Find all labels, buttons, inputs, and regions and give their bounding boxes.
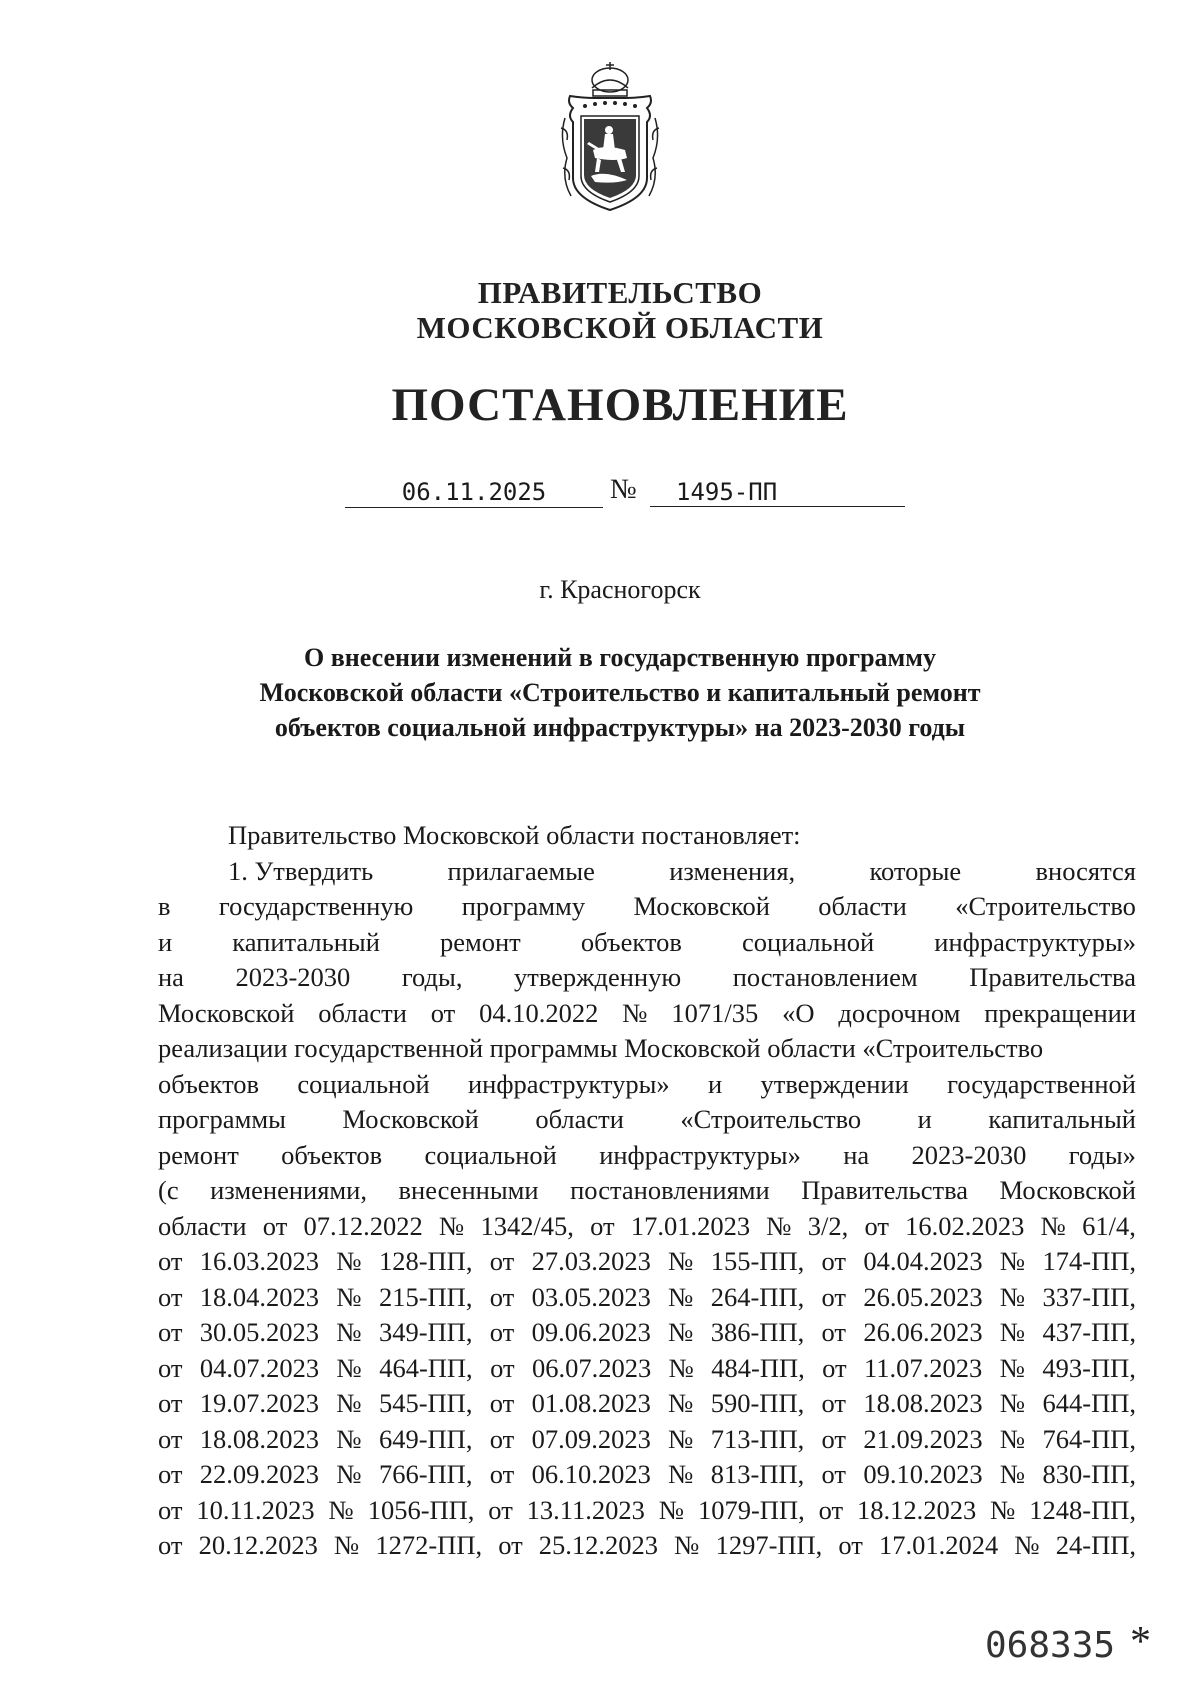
body-word: 174-ПП, — [1042, 1246, 1136, 1276]
body-word: реализации государственной программы Московской области «Строительство — [158, 1033, 1044, 1063]
body-word: от — [818, 1494, 844, 1525]
body-word: 644-ПП, — [1042, 1388, 1136, 1418]
body-word: 215-ПП, — [378, 1281, 473, 1312]
body-word: изменениями, — [210, 1175, 367, 1205]
body-word: постановлением — [732, 962, 918, 992]
body-word: № — [336, 1423, 362, 1454]
body-word: 25.12.2023 — [538, 1530, 659, 1560]
city: г. Красногорск — [539, 575, 701, 604]
body-word: ремонт — [439, 926, 521, 957]
body-word: (с — [158, 1175, 179, 1205]
body-word: от — [590, 1210, 615, 1241]
serial-number: 068335 — [985, 1625, 1116, 1666]
body-word: годы, — [401, 962, 463, 992]
body-word: 830-ПП, — [1042, 1459, 1136, 1489]
body-word: инфраструктуры» — [934, 926, 1136, 957]
body-word: 09.10.2023 — [863, 1459, 983, 1489]
body-line — [158, 1067, 1136, 1103]
body-word: 264-ПП, — [710, 1281, 805, 1312]
body-word: 713-ПП, — [710, 1423, 805, 1454]
body-word: и — [158, 926, 173, 957]
body-line — [158, 996, 1136, 1032]
body-word: 26.06.2023 — [863, 1317, 983, 1347]
body-word: от — [430, 997, 456, 1028]
body-word: 04.10.2022 — [479, 997, 599, 1028]
body-word: от — [158, 1317, 183, 1347]
body-word: объектов — [158, 1068, 260, 1099]
body-word: 813-ПП, — [710, 1459, 805, 1489]
body-line — [158, 1493, 1136, 1529]
body-word: № — [1040, 1210, 1066, 1241]
body-word: от — [489, 1423, 515, 1454]
body-word: № — [336, 1246, 362, 1276]
body-word: от — [489, 1459, 515, 1489]
body-line — [158, 1457, 1136, 1493]
body-word: от — [822, 1352, 847, 1383]
body-word: Московской — [633, 891, 770, 921]
body-word: 484-ПП, — [711, 1352, 805, 1383]
body-word: № — [999, 1246, 1026, 1276]
body-word: утвержденную — [513, 962, 682, 992]
body-word: от — [158, 1459, 183, 1489]
body-word: Правительства — [801, 1175, 969, 1205]
body-word: 464-ПП, — [379, 1352, 473, 1383]
body-word: № — [1014, 1530, 1040, 1560]
body-word: программы — [158, 1104, 286, 1134]
body-word: 18.12.2023 — [856, 1494, 977, 1525]
body-word: 1079-ПП, — [697, 1494, 805, 1525]
body-word: и — [707, 1068, 723, 1099]
body-word: области — [818, 891, 907, 921]
government-name-line2: МОСКОВСКОЙ ОБЛАСТИ — [416, 310, 824, 345]
body-word: внесенными — [398, 1175, 539, 1205]
body-word: постановлениями — [570, 1175, 770, 1205]
body-word: 11.07.2023 — [864, 1352, 983, 1383]
body-word: области — [318, 997, 407, 1028]
body-intro: Правительство Московской области постановляет: — [228, 820, 801, 850]
body-word: от — [489, 1246, 515, 1276]
body-word: № — [336, 1388, 362, 1418]
body-word: № — [328, 1494, 354, 1525]
body-word: государственную — [218, 891, 414, 921]
body-word: утверждении — [760, 1068, 909, 1099]
body-word: инфраструктуры» — [467, 1068, 670, 1099]
body-word: № — [999, 1317, 1026, 1347]
body-word: 337-ПП, — [1042, 1281, 1136, 1312]
body-word: от — [158, 1281, 183, 1312]
body-word: № — [668, 1388, 694, 1418]
body-line — [158, 925, 1136, 961]
body-word: от — [158, 1530, 183, 1560]
body-word: № — [438, 1210, 465, 1241]
body-word: Московской — [999, 1175, 1136, 1205]
body-word: 1342/45, — [480, 1210, 574, 1241]
body-word: № — [668, 1281, 694, 1312]
body-word: 61/4, — [1082, 1210, 1136, 1241]
body-word: 18.08.2023 — [199, 1423, 320, 1454]
body-word: 764-ПП, — [1042, 1423, 1136, 1454]
body-word: 18.08.2023 — [863, 1388, 983, 1418]
body-paragraph — [158, 854, 1136, 1564]
body-word: 128-ПП, — [378, 1246, 473, 1276]
body-word: капитальный — [232, 926, 380, 957]
body-word: 437-ПП, — [1042, 1317, 1136, 1347]
body-word: № — [668, 1459, 694, 1489]
body-word: № — [674, 1530, 700, 1560]
body-word: от — [262, 1210, 288, 1241]
body-word: государственной — [947, 1068, 1136, 1099]
body-word: от — [489, 1388, 515, 1418]
coat-of-arms-icon — [555, 58, 665, 218]
body-word: 27.03.2023 — [531, 1246, 651, 1276]
body-word: от — [821, 1423, 847, 1454]
title-line: О внесении изменений в государственную программу — [304, 643, 936, 672]
body-line — [158, 1315, 1136, 1351]
body-word: № — [668, 1423, 694, 1454]
body-word: 22.09.2023 — [199, 1459, 320, 1489]
body-line — [158, 960, 1136, 996]
title-line: объектов социальной инфраструктуры» на 2023-2030 годы — [274, 713, 966, 742]
body-word: № — [990, 1494, 1016, 1525]
body-word: социальной — [741, 926, 875, 957]
body-word: объектов — [281, 1139, 383, 1170]
body-word: 21.09.2023 — [863, 1423, 983, 1454]
body-word: и — [917, 1104, 932, 1134]
body-word: от — [158, 1494, 183, 1525]
body-word: области — [535, 1104, 624, 1134]
body-word: от — [489, 1317, 515, 1347]
star-mark: * — [1130, 1619, 1151, 1665]
body-line — [158, 1422, 1136, 1458]
body-word: от — [864, 1210, 889, 1241]
body-word: 1. Утвердить — [228, 855, 374, 886]
body-word: 545-ПП, — [378, 1388, 473, 1418]
body-word: 04.04.2023 — [863, 1246, 983, 1276]
body-word: 1272-ПП, — [375, 1530, 483, 1560]
document-title — [200, 640, 1040, 745]
body-word: 155-ПП, — [710, 1246, 805, 1276]
body-word: 1297-ПП, — [715, 1530, 823, 1560]
number-sign: № — [610, 474, 637, 505]
body-word: № — [999, 1459, 1026, 1489]
body-word: № — [668, 1317, 694, 1347]
body-word: вносятся — [1035, 855, 1136, 886]
body-word: № — [336, 1281, 362, 1312]
body-word: 10.11.2023 — [196, 1494, 315, 1525]
body-word: социальной — [424, 1139, 557, 1170]
body-word: 649-ПП, — [378, 1423, 473, 1454]
body-word: от — [158, 1352, 183, 1383]
body-word: прекращении — [984, 997, 1136, 1028]
body-word: 18.04.2023 — [199, 1281, 320, 1312]
body-word: 19.07.2023 — [199, 1388, 320, 1418]
body-word: от — [821, 1246, 847, 1276]
body-word: 2023-2030 — [235, 962, 351, 992]
body-word: № — [999, 1388, 1026, 1418]
body-word: 766-ПП, — [378, 1459, 473, 1489]
body-word: области — [158, 1210, 247, 1241]
body-word: № — [333, 1530, 360, 1560]
body-word: прилагаемые — [447, 855, 595, 886]
body-word: № — [658, 1494, 685, 1525]
body-word: от — [498, 1530, 523, 1560]
body-word: 04.07.2023 — [199, 1352, 320, 1383]
body-word: изменения, — [669, 855, 796, 886]
document-type: ПОСТАНОВЛЕНИЕ — [391, 379, 849, 431]
body-word: 493-ПП, — [1042, 1352, 1136, 1383]
body-word: 3/2, — [807, 1210, 849, 1241]
body-word: 1056-ПП, — [367, 1494, 475, 1525]
body-line — [158, 1102, 1136, 1138]
body-word: на — [843, 1139, 870, 1170]
body-word: 386-ПП, — [710, 1317, 805, 1347]
body-word: № — [622, 997, 648, 1028]
body-word: 1071/35 — [671, 997, 759, 1028]
body-line — [158, 1351, 1136, 1387]
body-word: 17.01.2024 — [879, 1530, 999, 1560]
body-word: 24-ПП, — [1055, 1530, 1136, 1560]
body-word: «Строительство — [955, 891, 1136, 921]
body-word: 17.01.2023 — [630, 1210, 751, 1241]
body-word: «О — [782, 997, 815, 1028]
body-word: 16.03.2023 — [199, 1246, 320, 1276]
document-number: 1495-ПП — [650, 477, 905, 507]
body-line — [158, 1244, 1136, 1280]
body-word: № — [336, 1459, 362, 1489]
body-word: Московской — [158, 997, 295, 1028]
body-word: 26.05.2023 — [863, 1281, 983, 1312]
document-body — [158, 818, 1136, 1564]
body-word: в — [158, 891, 171, 921]
body-word: № — [999, 1352, 1025, 1383]
body-word: годы» — [1068, 1139, 1136, 1170]
body-line — [158, 1031, 1136, 1067]
body-word: 349-ПП, — [378, 1317, 473, 1347]
body-word: № — [668, 1246, 694, 1276]
body-word: 13.11.2023 — [526, 1494, 645, 1525]
body-word: 09.06.2023 — [531, 1317, 651, 1347]
body-word: досрочном — [838, 997, 961, 1028]
body-word: 07.09.2023 — [531, 1423, 651, 1454]
body-word: социальной — [297, 1068, 430, 1099]
body-word: № — [766, 1210, 792, 1241]
body-word: которые — [869, 855, 962, 886]
body-word: от — [488, 1494, 513, 1525]
body-word: от — [821, 1317, 847, 1347]
body-word: «Строительство — [680, 1104, 862, 1134]
body-word: от — [821, 1281, 847, 1312]
body-word: 2023-2030 — [911, 1139, 1027, 1170]
body-line — [158, 1280, 1136, 1316]
body-word: объектов — [580, 926, 682, 957]
body-word: 03.05.2023 — [531, 1281, 651, 1312]
document-date: 06.11.2025 — [345, 477, 603, 508]
body-word: от — [158, 1388, 183, 1418]
body-word: от — [821, 1459, 847, 1489]
body-word: от — [158, 1423, 183, 1454]
body-line — [158, 854, 1136, 890]
body-word: на — [158, 962, 184, 992]
government-name-line1: ПРАВИТЕЛЬСТВО — [477, 275, 763, 310]
body-word: от — [821, 1388, 847, 1418]
body-line — [158, 1138, 1136, 1174]
title-line: Московской области «Строительство и капитальный ремонт — [259, 678, 981, 707]
body-word: от — [158, 1246, 183, 1276]
body-word: 06.07.2023 — [531, 1352, 652, 1383]
body-word: капитальный — [988, 1104, 1136, 1134]
body-word: Московской — [342, 1104, 479, 1134]
body-word: 1248-ПП, — [1029, 1494, 1136, 1525]
body-word: 590-ПП, — [710, 1388, 805, 1418]
body-word: от — [489, 1281, 515, 1312]
body-word: 20.12.2023 — [198, 1530, 318, 1560]
body-word: 01.08.2023 — [531, 1388, 651, 1418]
body-word: ремонт — [158, 1139, 239, 1170]
body-word: 30.05.2023 — [199, 1317, 320, 1347]
body-word: № — [336, 1317, 362, 1347]
body-line — [158, 1173, 1136, 1209]
body-word: 07.12.2022 — [303, 1210, 423, 1241]
body-word: 06.10.2023 — [531, 1459, 651, 1489]
body-word: от — [838, 1530, 863, 1560]
body-line — [158, 889, 1136, 925]
body-word: Правительства — [969, 962, 1136, 992]
body-line — [158, 1386, 1136, 1422]
body-line — [158, 1528, 1136, 1564]
body-word: № — [336, 1352, 362, 1383]
body-word: 16.02.2023 — [905, 1210, 1025, 1241]
body-word: № — [999, 1423, 1026, 1454]
body-line — [158, 1209, 1136, 1245]
body-word: инфраструктуры» — [599, 1139, 801, 1170]
body-word: № — [999, 1281, 1026, 1312]
body-word: № — [668, 1352, 694, 1383]
body-word: от — [490, 1352, 515, 1383]
body-word: программу — [461, 891, 586, 921]
